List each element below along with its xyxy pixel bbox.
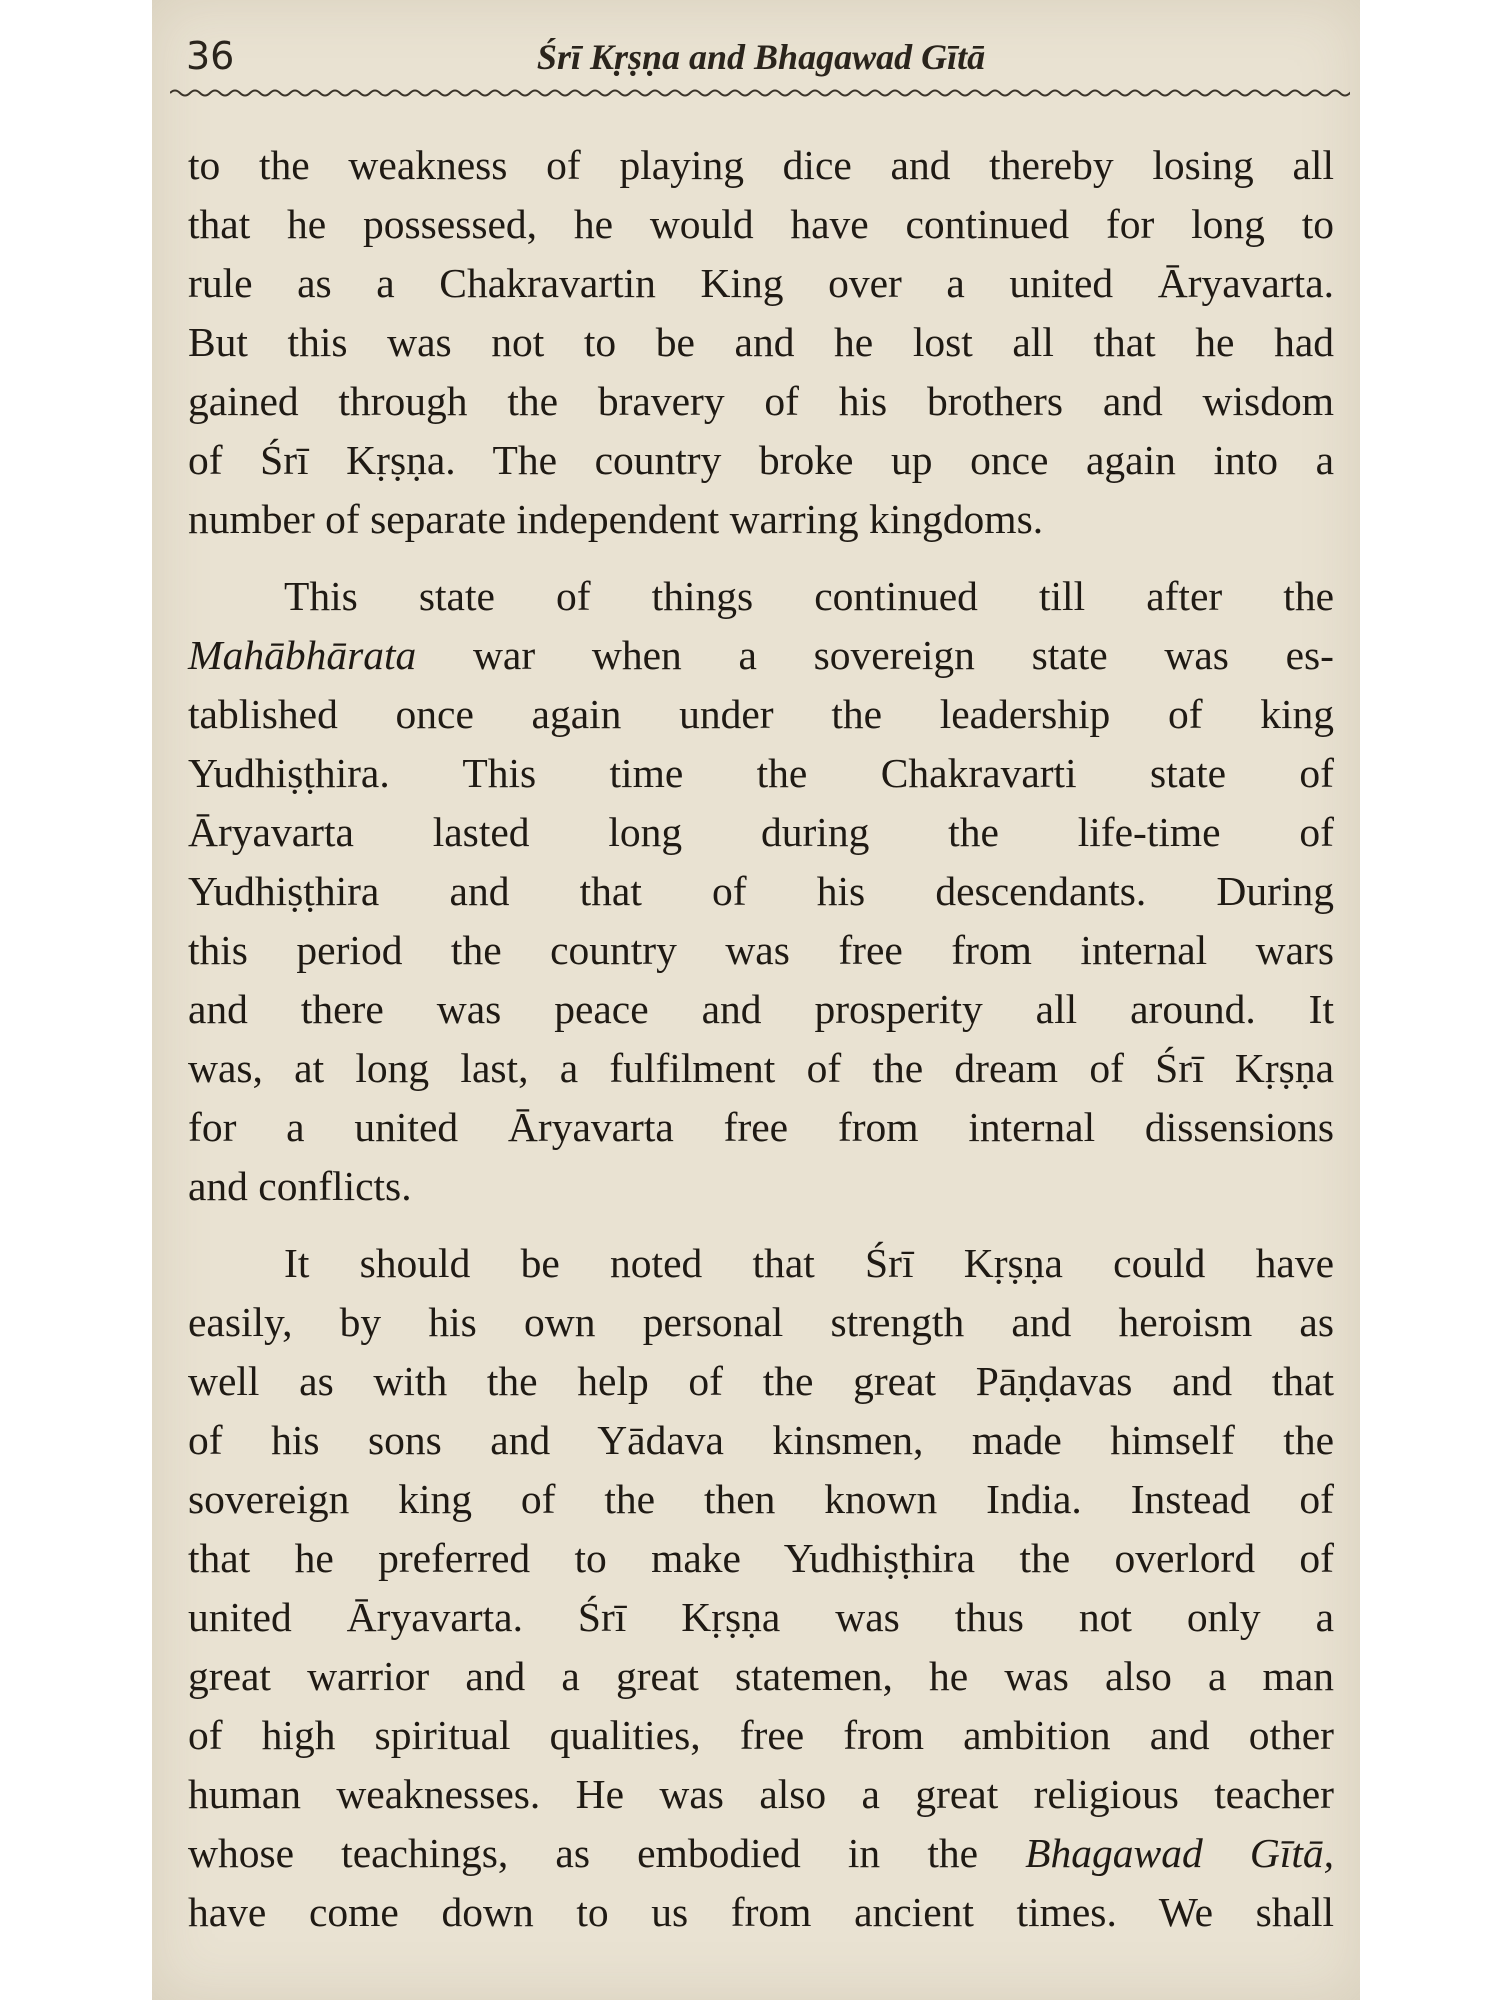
- page-number: 36: [186, 34, 235, 78]
- text-line: tablished once again under the leadership of king: [188, 691, 1334, 737]
- body-text: [188, 136, 1334, 1942]
- text-line: Yudhiṣṭhira and that of his descendants. During: [188, 868, 1334, 914]
- text-line: sovereign king of the then known India. Instead of: [188, 1476, 1334, 1522]
- text-line: rule as a Chakravartin King over a united Āryavarta.: [188, 260, 1334, 306]
- text-fragment: war when a sovereign state was es-: [472, 632, 1334, 678]
- italic-title-mahabharata: Mahābhārata: [188, 632, 417, 678]
- paragraph-3: [188, 1234, 1334, 1942]
- text-line: number of separate independent warring kingdoms.: [188, 496, 1044, 542]
- text-line: easily, by his own personal strength and heroism as: [188, 1299, 1334, 1345]
- text-line: But this was not to be and he lost all that he had: [188, 319, 1334, 365]
- text-line: of Śrī Kṛṣṇa. The country broke up once again into a: [188, 437, 1334, 483]
- book-page: [152, 0, 1360, 2000]
- text-line: great warrior and a great statemen, he was also a man: [188, 1653, 1334, 1699]
- text-line: It should be noted that Śrī Kṛṣṇa could have: [284, 1240, 1334, 1286]
- text-line: that he possessed, he would have continued for long to: [188, 201, 1334, 247]
- text-line: this period the country was free from internal wars: [188, 927, 1334, 973]
- italic-title-bhagawad-gita: Bhagawad Gītā,: [1025, 1830, 1334, 1876]
- page-header: [186, 28, 1336, 84]
- text-line: gained through the bravery of his brothers and wisdom: [188, 378, 1334, 424]
- text-line: that he preferred to make Yudhiṣṭhira the overlord of: [188, 1535, 1334, 1581]
- running-title: Śrī Kṛṣṇa and Bhagawad Gītā: [536, 37, 986, 77]
- header-wavy-rule: [170, 86, 1350, 100]
- text-line: Yudhiṣṭhira. This time the Chakravarti state of: [188, 750, 1334, 796]
- text-fragment: whose teachings, as embodied in the: [188, 1830, 979, 1876]
- text-line: human weaknesses. He was also a great religious teacher: [188, 1771, 1334, 1817]
- text-line-with-italic: [188, 1824, 1334, 1883]
- text-line: Āryavarta lasted long during the life-time of: [188, 809, 1334, 855]
- text-line: well as with the help of the great Pāṇḍavas and that: [188, 1358, 1334, 1404]
- text-line: and there was peace and prosperity all around. It: [188, 986, 1334, 1032]
- text-line: for a united Āryavarta free from internal dissensions: [188, 1104, 1334, 1150]
- paragraph-2: [188, 567, 1334, 1216]
- text-line: was, at long last, a fulfilment of the dream of Śrī Kṛṣṇa: [188, 1045, 1334, 1091]
- text-line: This state of things continued till after the: [284, 573, 1334, 619]
- text-line-with-italic: [188, 626, 1334, 685]
- paragraph-1: [188, 136, 1334, 549]
- text-line: of his sons and Yādava kinsmen, made himself the: [188, 1417, 1334, 1463]
- text-line: to the weakness of playing dice and thereby losing all: [188, 142, 1334, 188]
- text-line: have come down to us from ancient times. We shall: [188, 1889, 1334, 1935]
- text-line: and conflicts.: [188, 1163, 412, 1209]
- text-line: of high spiritual qualities, free from ambition and other: [188, 1712, 1334, 1758]
- text-line: united Āryavarta. Śrī Kṛṣṇa was thus not only a: [188, 1594, 1334, 1640]
